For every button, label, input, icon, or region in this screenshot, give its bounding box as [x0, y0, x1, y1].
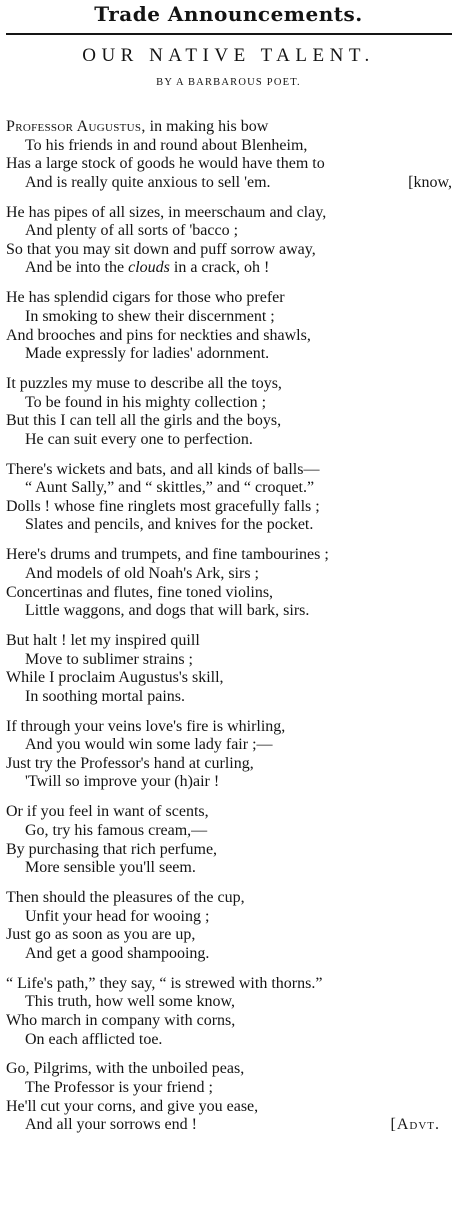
poem-stanza	[6, 204, 454, 278]
poem-line	[6, 412, 454, 431]
poem-line-lead-caps: Professor Augustus,	[6, 118, 146, 135]
poem-line	[6, 394, 454, 413]
poem-line	[6, 516, 454, 535]
poem-line	[6, 118, 454, 137]
poem-line-text: Concertinas and flutes, fine toned violins,	[6, 583, 274, 601]
poem-line-text: Who march in company with corns,	[6, 1011, 236, 1029]
poem-line	[6, 155, 454, 174]
poem-line-text: And is really quite anxious to sell 'em.	[25, 173, 271, 191]
poem-line-text: He has splendid cigars for those who prefer	[6, 289, 285, 307]
poem-line	[6, 461, 454, 480]
poem-line	[6, 926, 454, 945]
article-byline: BY A BARBAROUS POET.	[156, 77, 301, 88]
poem-line	[6, 1098, 454, 1117]
poem-stanza	[6, 975, 454, 1049]
poem-line-text: It puzzles my muse to describe all the toys,	[6, 375, 282, 393]
poem-line-text: He can suit every one to perfection.	[25, 430, 253, 448]
poem-line	[6, 204, 454, 223]
poem-line-text: But this I can tell all the girls and the boys,	[6, 412, 282, 430]
article-title: OUR NATIVE TALENT.	[82, 45, 375, 66]
poem-line	[6, 908, 454, 927]
poem-line-text: “ Aunt Sally,” and “ skittles,” and “ croquet.”	[25, 479, 315, 497]
poem-line	[6, 308, 454, 327]
poem-line	[6, 651, 454, 670]
poem-stanza	[6, 632, 454, 706]
poem-line	[6, 841, 454, 860]
poem-line-text: Then should the pleasures of the cup,	[6, 889, 245, 907]
poem-line-text: “ Life's path,” they say, “ is strewed with thorns.”	[6, 974, 323, 992]
poem-line-text: This truth, how well some know,	[25, 993, 236, 1011]
poem-line-text: Unfit your head for wooing ;	[25, 907, 210, 925]
poem-line	[6, 1031, 454, 1050]
poem-stanza	[6, 461, 454, 535]
poem-line-text: 'Twill so improve your (h)air !	[25, 773, 220, 791]
poem-line	[6, 669, 454, 688]
poem-line-text: And be into the	[25, 259, 129, 277]
poem-line	[6, 327, 454, 346]
header-rule	[6, 33, 452, 35]
poem-line	[6, 1012, 454, 1031]
poem-line	[6, 803, 454, 822]
poem-line-text: Here's drums and trumpets, and fine tambourines ;	[6, 546, 329, 564]
poem-line-text: While I proclaim Augustus's skill,	[6, 669, 224, 687]
poem-line	[6, 632, 454, 651]
poem-line	[6, 174, 454, 193]
poem-line-italic: clouds	[128, 259, 170, 277]
poem-line-overflow: [know,	[408, 173, 452, 191]
poem-line-text: Go, Pilgrims, with the unboiled peas,	[6, 1060, 245, 1078]
poem-line	[6, 289, 454, 308]
poem-line	[6, 498, 454, 517]
poem-line	[6, 565, 454, 584]
poem-line	[6, 222, 454, 241]
poem-line-text: Little waggons, and dogs that will bark, sirs.	[25, 602, 310, 620]
poem-line-text: Has a large stock of goods he would have them to	[6, 155, 325, 173]
poem-line-text: And plenty of all sorts of 'bacco ;	[25, 222, 239, 240]
poem-body	[6, 118, 454, 1146]
poem-line-text: In soothing mortal pains.	[25, 687, 185, 705]
poem-line	[6, 259, 454, 278]
poem-stanza	[6, 546, 454, 620]
poem-line	[6, 345, 454, 364]
poem-stanza	[6, 375, 454, 449]
poem-line-text: So that you may sit down and puff sorrow away,	[6, 240, 316, 258]
poem-line	[6, 602, 454, 621]
poem-line-text: He has pipes of all sizes, in meerschaum and clay,	[6, 203, 327, 221]
poem-line	[6, 137, 454, 156]
poem-line-text: More sensible you'll seem.	[25, 859, 196, 877]
poem-line-text: There's wickets and bats, and all kinds of balls—	[6, 460, 320, 478]
section-header: Trade Announcements.	[94, 2, 363, 26]
poem-line-text: Dolls ! whose fine ringlets most gracefully falls ;	[6, 497, 320, 515]
poem-line	[6, 375, 454, 394]
poem-line	[6, 546, 454, 565]
poem-line	[6, 688, 454, 707]
poem-line	[6, 1060, 454, 1079]
poem-line	[6, 822, 454, 841]
poem-stanza	[6, 289, 454, 363]
poem-stanza	[6, 718, 454, 792]
poem-line-text: Slates and pencils, and knives for the pocket.	[25, 516, 314, 534]
poem-line-text: To his friends in and round about Blenheim,	[25, 136, 308, 154]
poem-line	[6, 241, 454, 260]
poem-line-text: And models of old Noah's Ark, sirs ;	[25, 564, 259, 582]
poem-line-text: Move to sublimer strains ;	[25, 650, 193, 668]
poem-line-text: In smoking to shew their discernment ;	[25, 307, 275, 325]
advertisement-mark: [Advt.	[390, 1116, 440, 1134]
poem-line-text: He'll cut your corns, and give you ease,	[6, 1097, 259, 1115]
poem-line	[6, 1116, 454, 1135]
poem-stanza	[6, 889, 454, 963]
poem-line-text: Made expressly for ladies' adornment.	[25, 345, 270, 363]
poem-line-text: And brooches and pins for neckties and shawls,	[6, 326, 311, 344]
poem-line	[6, 945, 454, 964]
poem-line	[6, 479, 454, 498]
poem-line-text: in making his bow	[145, 118, 269, 135]
poem-line	[6, 431, 454, 450]
poem-line	[6, 584, 454, 603]
poem-line-text: On each afflicted toe.	[25, 1030, 163, 1048]
poem-stanza	[6, 803, 454, 877]
poem-line-text: But halt ! let my inspired quill	[6, 632, 200, 650]
poem-line	[6, 1079, 454, 1098]
poem-line	[6, 755, 454, 774]
poem-line	[6, 889, 454, 908]
poem-line-text: Just go as soon as you are up,	[6, 926, 196, 944]
poem-line-text: And get a good shampooing.	[25, 944, 210, 962]
poem-stanza	[6, 1060, 454, 1134]
poem-line-text: To be found in his mighty collection ;	[25, 393, 267, 411]
poem-line	[6, 859, 454, 878]
poem-stanza	[6, 118, 454, 192]
poem-line-text: Just try the Professor's hand at curling,	[6, 754, 254, 772]
poem-line	[6, 736, 454, 755]
poem-line-text: And all your sorrows end !	[25, 1116, 197, 1134]
poem-line-text: And you would win some lady fair ;—	[25, 736, 273, 754]
poem-line-text: Go, try his famous cream,—	[25, 821, 208, 839]
poem-line-text: Or if you feel in want of scents,	[6, 803, 209, 821]
poem-line-text: If through your veins love's fire is whirling,	[6, 717, 286, 735]
poem-line	[6, 773, 454, 792]
poem-line-text: in a crack, oh !	[169, 259, 270, 277]
poem-line	[6, 718, 454, 737]
poem-line	[6, 975, 454, 994]
poem-line	[6, 993, 454, 1012]
poem-line-text: The Professor is your friend ;	[25, 1078, 213, 1096]
poem-line-text: By purchasing that rich perfume,	[6, 840, 218, 858]
